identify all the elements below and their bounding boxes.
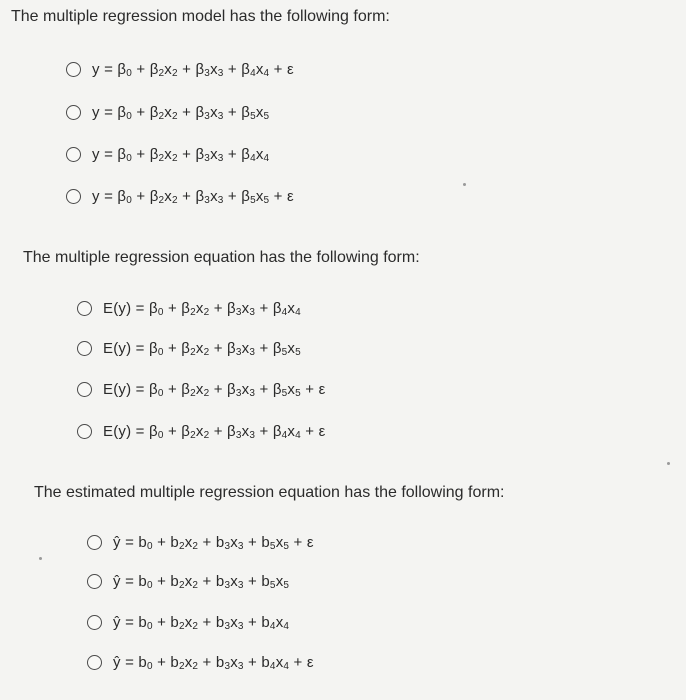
radio-button[interactable] (87, 615, 102, 630)
question-title: The estimated multiple regression equation has the following form: (34, 484, 505, 501)
answer-option[interactable] (66, 146, 269, 163)
answer-option[interactable] (66, 61, 294, 78)
option-formula: $y = \beta_0 + \beta_2x_2 + \beta_3x_3 + \beta_4x_4 + \varepsilon$ (92, 61, 294, 79)
answer-option[interactable] (87, 614, 289, 631)
option-formula: $E(y) = \beta_0 + \beta_2x_2 + \beta_3x_3 + \beta_5x_5$ (103, 340, 301, 358)
answer-option[interactable] (77, 423, 325, 440)
radio-button[interactable] (77, 301, 92, 316)
speck-mark (39, 557, 42, 560)
question-title: The multiple regression equation has the following form: (23, 249, 420, 266)
radio-button[interactable] (77, 382, 92, 397)
option-formula: ŷ = $b_0 + b_2x_2 + b_3x_3 + b_4x_4 + \varepsilon$ (113, 654, 314, 672)
radio-button[interactable] (87, 535, 102, 550)
radio-button[interactable] (77, 341, 92, 356)
answer-option[interactable] (87, 534, 314, 551)
question-title: The multiple regression model has the following form: (11, 8, 390, 25)
answer-option[interactable] (66, 104, 269, 121)
option-formula: $y = \beta_0 + \beta_2x_2 + \beta_3x_3 + \beta_5x_5 + \varepsilon$ (92, 188, 294, 206)
radio-button[interactable] (77, 424, 92, 439)
radio-button[interactable] (66, 62, 81, 77)
speck-mark (667, 462, 670, 465)
radio-button[interactable] (66, 147, 81, 162)
answer-option[interactable] (77, 340, 301, 357)
answer-option[interactable] (66, 188, 294, 205)
speck-mark (463, 183, 466, 186)
option-formula: ŷ = $b_0 + b_2x_2 + b_3x_3 + b_4x_4$ (113, 614, 290, 632)
option-formula: $E(y) = \beta_0 + \beta_2x_2 + \beta_3x_3 + \beta_5x_5 + \varepsilon$ (103, 381, 326, 399)
radio-button[interactable] (66, 189, 81, 204)
answer-option[interactable] (87, 573, 289, 590)
radio-button[interactable] (87, 574, 102, 589)
option-formula: ŷ = $b_0 + b_2x_2 + b_3x_3 + b_5x_5 + \varepsilon$ (113, 534, 314, 552)
option-formula: ŷ = $b_0 + b_2x_2 + b_3x_3 + b_5x_5$ (113, 573, 290, 591)
radio-button[interactable] (66, 105, 81, 120)
option-formula: $E(y) = \beta_0 + \beta_2x_2 + \beta_3x_3 + \beta_4x_4 + \varepsilon$ (103, 423, 326, 441)
option-formula: $E(y) = \beta_0 + \beta_2x_2 + \beta_3x_3 + \beta_4x_4$ (103, 300, 301, 318)
option-formula: $y = \beta_0 + \beta_2x_2 + \beta_3x_3 + \beta_4x_4$ (92, 146, 270, 164)
answer-option[interactable] (87, 654, 314, 671)
radio-button[interactable] (87, 655, 102, 670)
option-formula: $y = \beta_0 + \beta_2x_2 + \beta_3x_3 + \beta_5x_5$ (92, 104, 270, 122)
answer-option[interactable] (77, 381, 325, 398)
answer-option[interactable] (77, 300, 301, 317)
